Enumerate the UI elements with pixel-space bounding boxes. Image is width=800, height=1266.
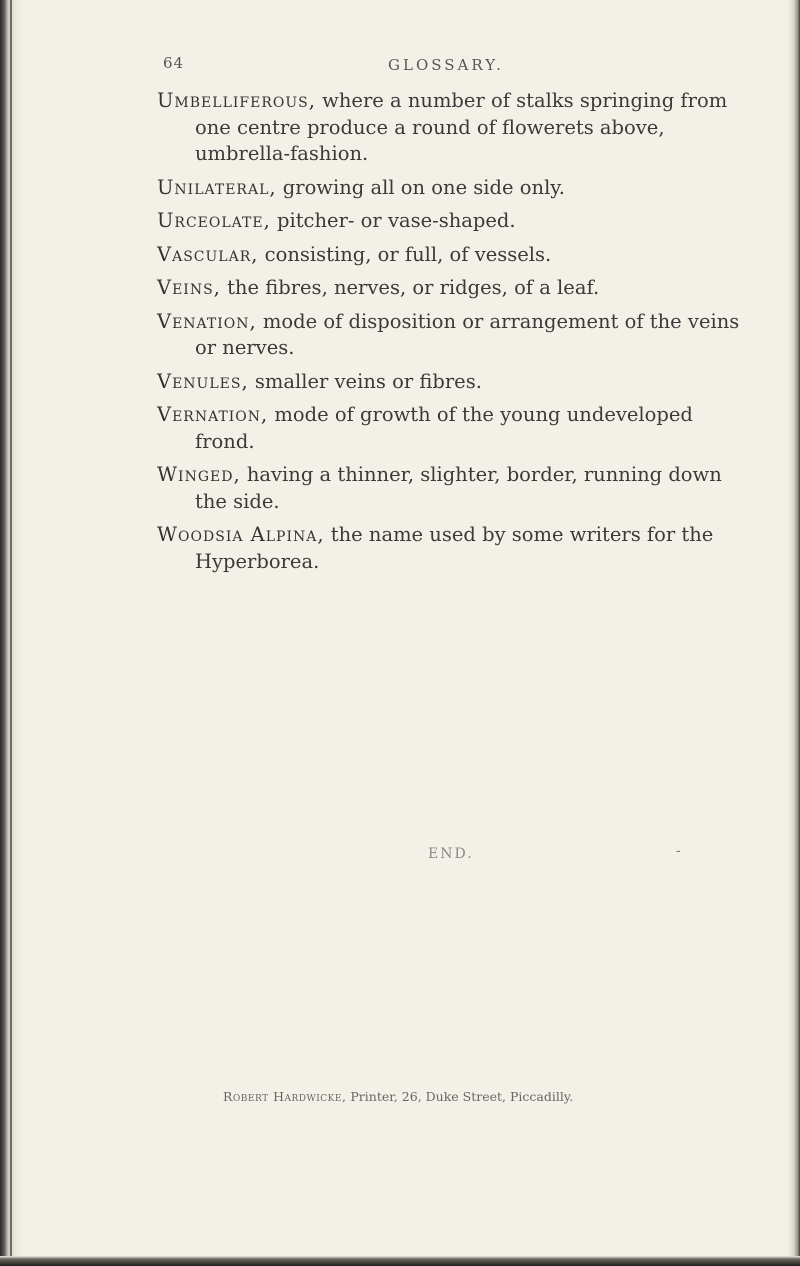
glossary-entry — [157, 522, 757, 575]
glossary-entry — [157, 175, 757, 202]
running-head: GLOSSARY. — [388, 56, 504, 74]
entry-definition: having a thinner, slighter, border, running down the side. — [195, 463, 722, 513]
entry-definition: the fibres, nerves, or ridges, of a leaf. — [220, 276, 600, 299]
printer-name: Robert Hardwicke, — [223, 1089, 347, 1104]
glossary-entry — [157, 208, 757, 235]
entry-definition: where a number of stalks springing from one centre produce a round of flowerets above, umbrella-fashion. — [195, 89, 728, 165]
glossary-entries — [157, 88, 757, 582]
entry-definition: mode of disposition or arrangement of the veins or nerves. — [195, 309, 740, 359]
glossary-entry — [157, 275, 757, 302]
stray-mark: - — [676, 843, 681, 859]
glossary-entry — [157, 402, 757, 455]
entry-term: Vernation, — [157, 403, 269, 426]
glossary-entry — [157, 88, 757, 168]
printer-details: Printer, 26, Duke Street, Piccadilly. — [346, 1089, 574, 1104]
entry-term: Unilateral, — [157, 175, 277, 199]
glossary-entry — [157, 242, 757, 269]
entry-definition: pitcher- or vase-shaped. — [270, 209, 516, 232]
entry-definition: consisting, or full, of vessels. — [258, 242, 552, 266]
glossary-entry — [157, 369, 757, 396]
binding-line — [10, 0, 12, 1266]
right-page-edge — [788, 0, 800, 1266]
page-header — [0, 54, 800, 84]
entry-term: Umbelliferous, — [157, 89, 316, 112]
glossary-entry — [157, 462, 757, 515]
printer-imprint — [223, 1089, 573, 1104]
glossary-entry — [157, 309, 757, 362]
entry-term: Vascular, — [157, 242, 259, 266]
bottom-page-edge — [0, 1256, 800, 1266]
entry-term: Venules, — [157, 369, 249, 393]
entry-definition: mode of growth of the young undeveloped frond. — [195, 403, 693, 453]
entry-definition: the name used by some writers for the Hyperborea. — [195, 523, 714, 573]
entry-term: Veins, — [157, 276, 221, 299]
entry-term: Urceolate, — [157, 209, 271, 232]
entry-term: Venation, — [157, 309, 257, 333]
entry-term: Woodsia Alpina, — [157, 523, 325, 546]
entry-definition: smaller veins or fibres. — [248, 369, 482, 393]
entry-term: Winged, — [157, 463, 241, 486]
end-mark: END. — [428, 846, 474, 862]
page-number: 64 — [163, 54, 185, 72]
entry-definition: growing all on one side only. — [276, 175, 565, 199]
